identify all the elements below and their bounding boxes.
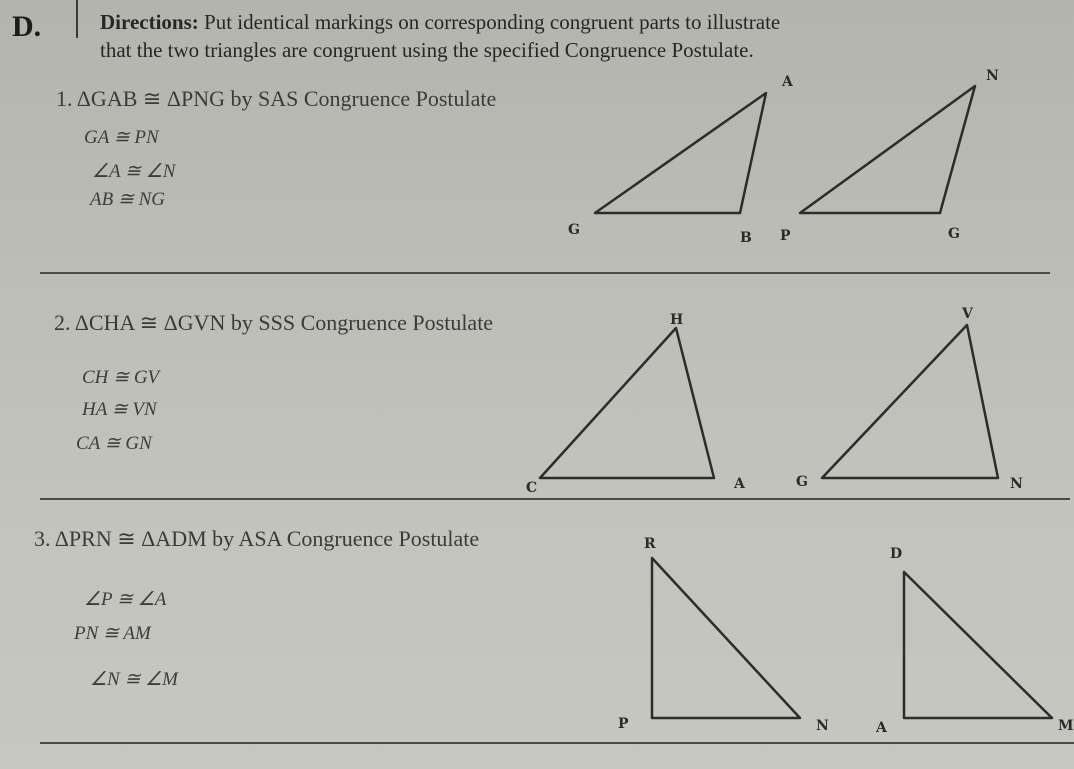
problem-1-statement-1: GA ≅ PN	[84, 127, 159, 148]
problem-1-statement-2: ∠A ≅ ∠N	[92, 161, 176, 182]
vertex-label-n2: N	[1010, 476, 1023, 492]
vertex-label-d: D	[890, 546, 903, 562]
vertex-label-g1: G	[568, 222, 580, 238]
problem-2-statement-3: CA ≅ GN	[76, 433, 152, 454]
problem-3-statement-2: PN ≅ AM	[74, 623, 151, 644]
problem-1-statement-3: AB ≅ NG	[90, 189, 166, 210]
triangle-prn	[652, 558, 800, 718]
problem-2-statement-2: HA ≅ VN	[82, 399, 157, 420]
triangle-dam	[904, 572, 1052, 718]
triangle-png	[800, 86, 975, 213]
vertex-label-m: M	[1058, 718, 1074, 734]
directions-label: Directions:	[100, 10, 199, 34]
directions-line-2: that the two triangles are congruent using the specified Congruence Postulate.	[100, 38, 754, 62]
vertex-label-v: V	[962, 306, 973, 322]
problem-2-heading: 2. ΔCHA ≅ ΔGVN by SSS Congruence Postulate	[54, 310, 494, 335]
vertex-label-p2: P	[618, 716, 629, 732]
vertex-label-a3: A	[876, 720, 887, 736]
vertex-label-g3: G	[796, 474, 808, 490]
section-label: D.	[12, 10, 42, 43]
problem-3-statement-1: ∠P ≅ ∠A	[84, 589, 167, 610]
problem-1-heading: 1. ΔGAB ≅ ΔPNG by SAS Congruence Postulate	[56, 86, 497, 111]
problem-3-statement-3: ∠N ≅ ∠M	[90, 669, 178, 690]
vertex-label-b1: B	[740, 230, 752, 246]
vertex-label-a1: A	[782, 74, 793, 90]
vertex-label-a2: A	[734, 476, 745, 492]
vertex-label-n3: N	[816, 718, 829, 734]
vertex-label-p1: P	[780, 228, 791, 244]
triangle-gab	[595, 93, 766, 213]
vertex-label-r: R	[644, 536, 656, 552]
vertex-label-h: H	[670, 312, 684, 328]
triangle-cha	[540, 328, 714, 478]
vertex-label-c: C	[526, 480, 538, 496]
vertex-label-n1: N	[986, 68, 999, 84]
directions-text-1: Put identical markings on corresponding congruent parts to illustrate	[204, 10, 781, 34]
problem-2-statement-1: CH ≅ GV	[82, 367, 160, 388]
vertex-label-g2: G	[948, 226, 960, 242]
triangle-gvn	[822, 325, 998, 478]
problem-3-heading: 3. ΔPRN ≅ ΔADM by ASA Congruence Postulate	[34, 526, 480, 551]
